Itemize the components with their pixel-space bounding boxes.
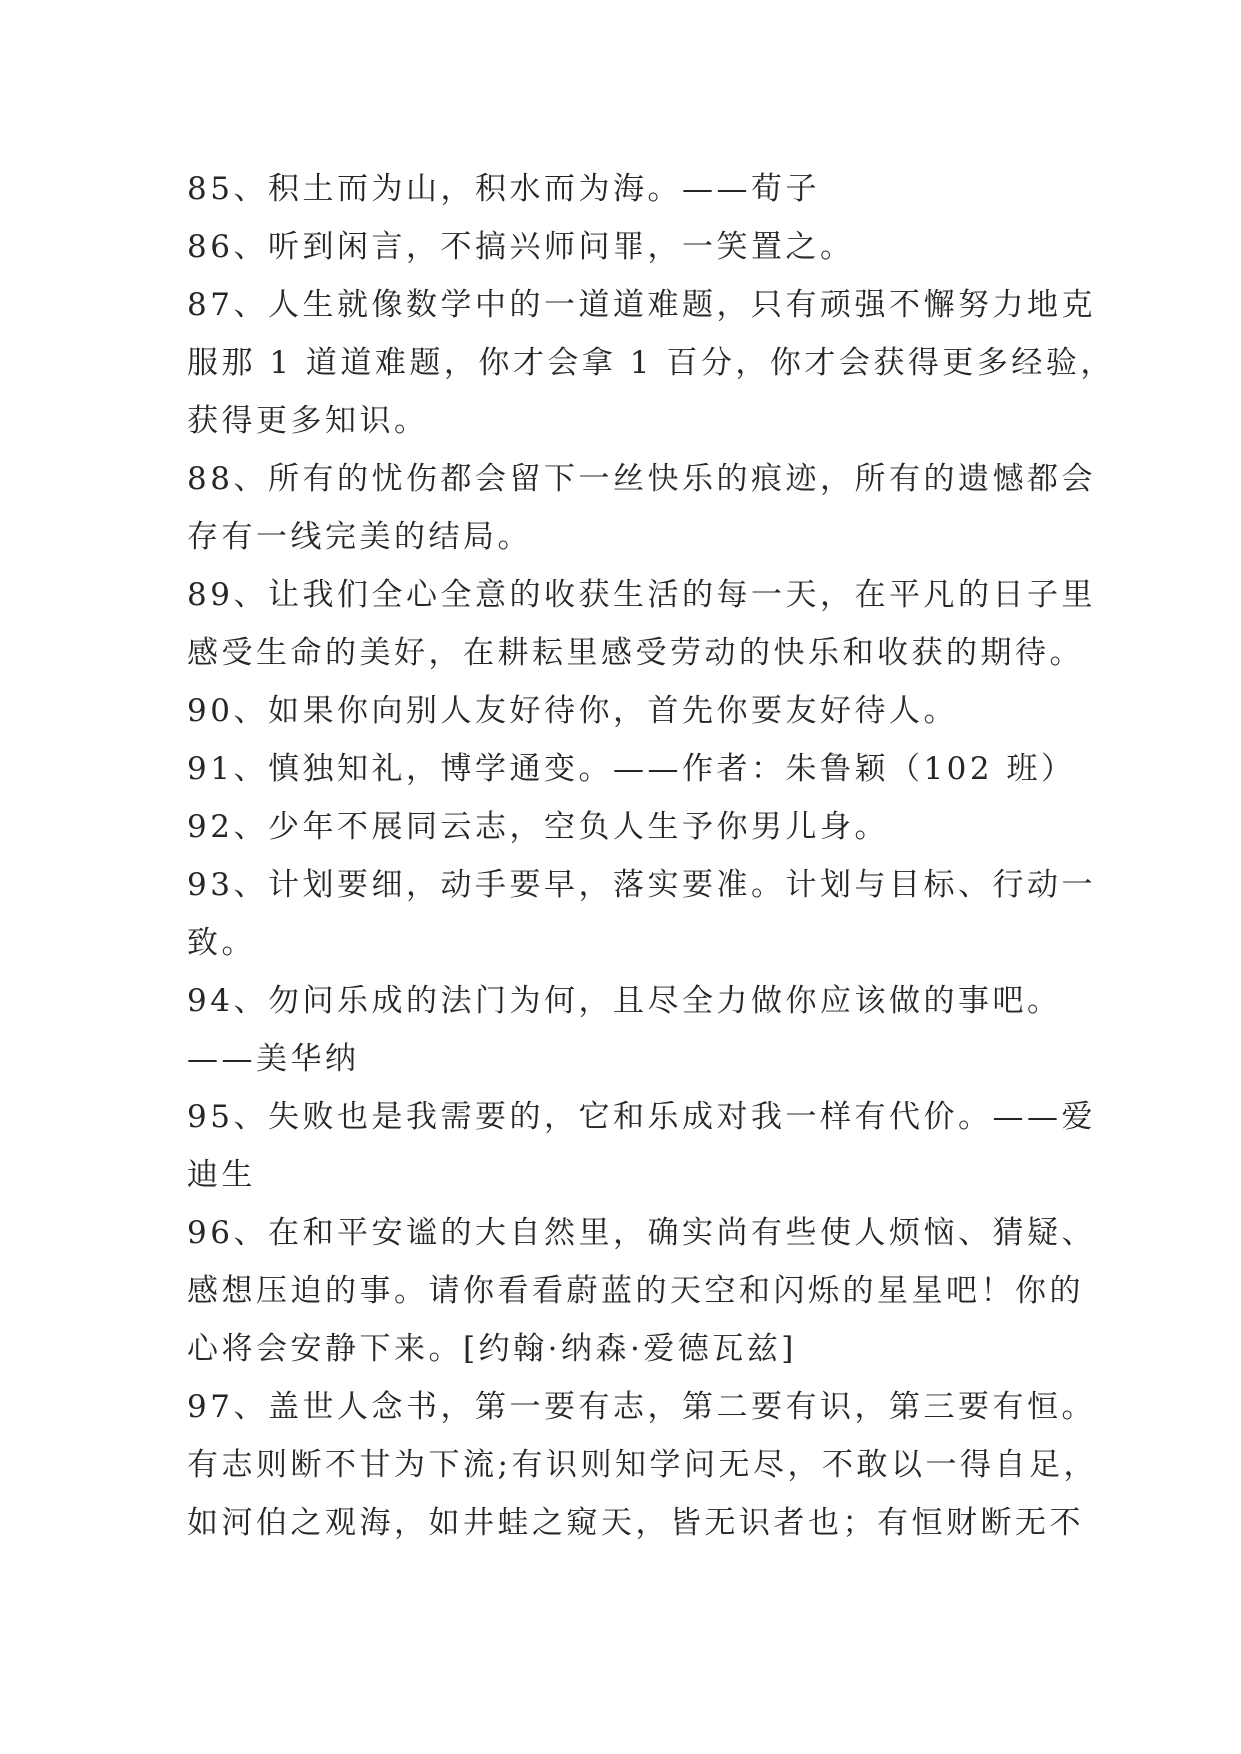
text-line: 85、积土而为山，积水而为海。——荀子	[187, 171, 820, 207]
text-line: 86、听到闲言，不搞兴师问罪，一笑置之。	[187, 229, 855, 265]
text-line: 96、在和平安谧的大自然里，确实尚有些使人烦恼、猜疑、	[187, 1215, 1096, 1251]
text-line: 90、如果你向别人友好待你，首先你要友好待人。	[187, 693, 958, 729]
text-line: 97、盖世人念书，第一要有志，第二要有识，第三要有恒。	[187, 1389, 1096, 1425]
text-line: 93、计划要细，动手要早，落实要准。计划与目标、行动一	[187, 867, 1096, 903]
text-line: 迪生	[187, 1157, 256, 1193]
text-line: 94、勿问乐成的法门为何，且尽全力做你应该做的事吧。	[187, 983, 1062, 1019]
text-line: 88、所有的忧伤都会留下一丝快乐的痕迹，所有的遗憾都会	[187, 461, 1096, 497]
text-line: 如河伯之观海，如井蛙之窥天，皆无识者也；有恒财断无不	[187, 1505, 1084, 1541]
text-line: 有志则断不甘为下流;有识则知学问无尽，不敢以一得自足，	[187, 1447, 1098, 1483]
text-line: ——美华纳	[187, 1041, 360, 1077]
text-line: 服那 1 道道难题，你才会拿 1 百分，你才会获得更多经验，	[187, 345, 1115, 381]
text-line: 92、少年不展同云志，空负人生予你男儿身。	[187, 809, 889, 845]
text-line: 存有一线完美的结局。	[187, 519, 532, 555]
text-line: 心将会安静下来。[约翰·纳森·爱德瓦兹]	[187, 1331, 797, 1367]
text-line: 感受生命的美好，在耕耘里感受劳动的快乐和收获的期待。	[187, 635, 1084, 671]
text-line: 获得更多知识。	[187, 403, 429, 439]
text-line: 95、失败也是我需要的，它和乐成对我一样有代价。——爱	[187, 1099, 1096, 1135]
text-line: 89、让我们全心全意的收获生活的每一天，在平凡的日子里	[187, 577, 1096, 613]
text-line: 91、慎独知礼，博学通变。——作者：朱鲁颖（102 班）	[187, 751, 1076, 787]
text-line: 致。	[187, 925, 256, 961]
text-line: 感想压迫的事。请你看看蔚蓝的天空和闪烁的星星吧！你的	[187, 1273, 1084, 1309]
document-body	[187, 160, 1115, 1552]
text-line: 87、人生就像数学中的一道道难题，只有顽强不懈努力地克	[187, 287, 1096, 323]
